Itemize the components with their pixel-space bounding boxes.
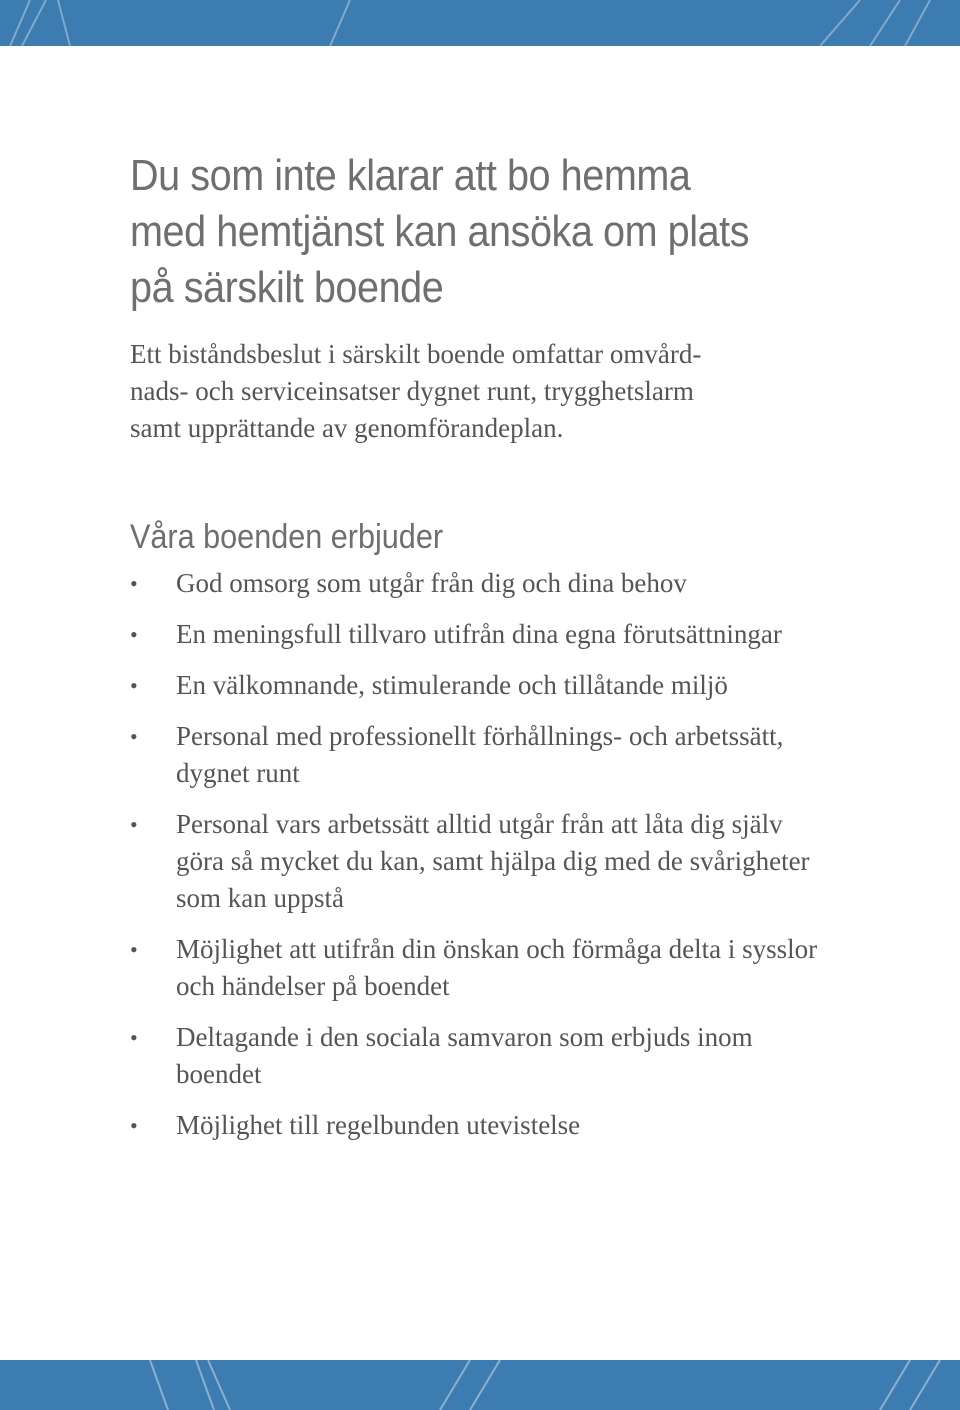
list-item-text: En välkomnande, stimulerande och tillåtande miljö bbox=[176, 670, 728, 700]
bullet-icon: • bbox=[130, 673, 138, 698]
list-item-text: En meningsfull tillvaro utifrån dina egna förutsättningar bbox=[176, 619, 782, 649]
intro-paragraph bbox=[130, 336, 810, 447]
list-item bbox=[130, 931, 836, 1005]
list-item-text: Deltagande i den sociala samvaron som erbjuds inom boendet bbox=[176, 1022, 753, 1089]
intro-line: Ett biståndsbeslut i särskilt boende omfattar omvård- bbox=[130, 339, 702, 369]
list-item bbox=[130, 616, 836, 653]
page-title-line: på särskilt boende bbox=[130, 263, 444, 312]
top-band-lines-icon bbox=[0, 0, 960, 46]
list-item bbox=[130, 565, 836, 602]
page-title bbox=[130, 148, 841, 316]
list-item bbox=[130, 667, 836, 704]
list-item bbox=[130, 1019, 836, 1093]
bottom-band-lines-icon bbox=[0, 1360, 960, 1410]
bottom-decorative-band bbox=[0, 1360, 960, 1410]
bullet-icon: • bbox=[130, 812, 138, 837]
section-title: Våra boenden erbjuder bbox=[130, 518, 444, 556]
list-item bbox=[130, 718, 836, 792]
bullet-icon: • bbox=[130, 724, 138, 749]
list-item-text: Personal med professionellt förhållnings- och arbetssätt, dygnet runt bbox=[176, 721, 784, 788]
list-item bbox=[130, 1107, 836, 1144]
bullet-icon: • bbox=[130, 937, 138, 962]
list-item-text: Möjlighet att utifrån din önskan och förmåga delta i sysslor och händelser på boendet bbox=[176, 934, 818, 1001]
intro-line: samt upprättande av genomförandeplan. bbox=[130, 413, 564, 443]
list-item-text: Möjlighet till regelbunden utevistelse bbox=[176, 1110, 581, 1140]
page-title-line: med hemtjänst kan ansöka om plats bbox=[130, 207, 750, 256]
list-item-text: Personal vars arbetssätt alltid utgår från att låta dig själv göra så mycket du kan, samt hjälpa dig med de svårigheter som kan uppstå bbox=[176, 809, 810, 913]
bullet-icon: • bbox=[130, 571, 138, 596]
intro-line: nads- och serviceinsatser dygnet runt, trygghetslarm bbox=[130, 376, 694, 406]
document-content bbox=[130, 148, 850, 1158]
bullet-icon: • bbox=[130, 622, 138, 647]
bullet-icon: • bbox=[130, 1025, 138, 1050]
bullet-icon: • bbox=[130, 1113, 138, 1138]
list-item-text: God omsorg som utgår från dig och dina behov bbox=[176, 568, 687, 598]
offer-list bbox=[130, 565, 850, 1144]
top-decorative-band bbox=[0, 0, 960, 46]
page-title-line: Du som inte klarar att bo hemma bbox=[130, 151, 691, 200]
list-item bbox=[130, 806, 836, 917]
